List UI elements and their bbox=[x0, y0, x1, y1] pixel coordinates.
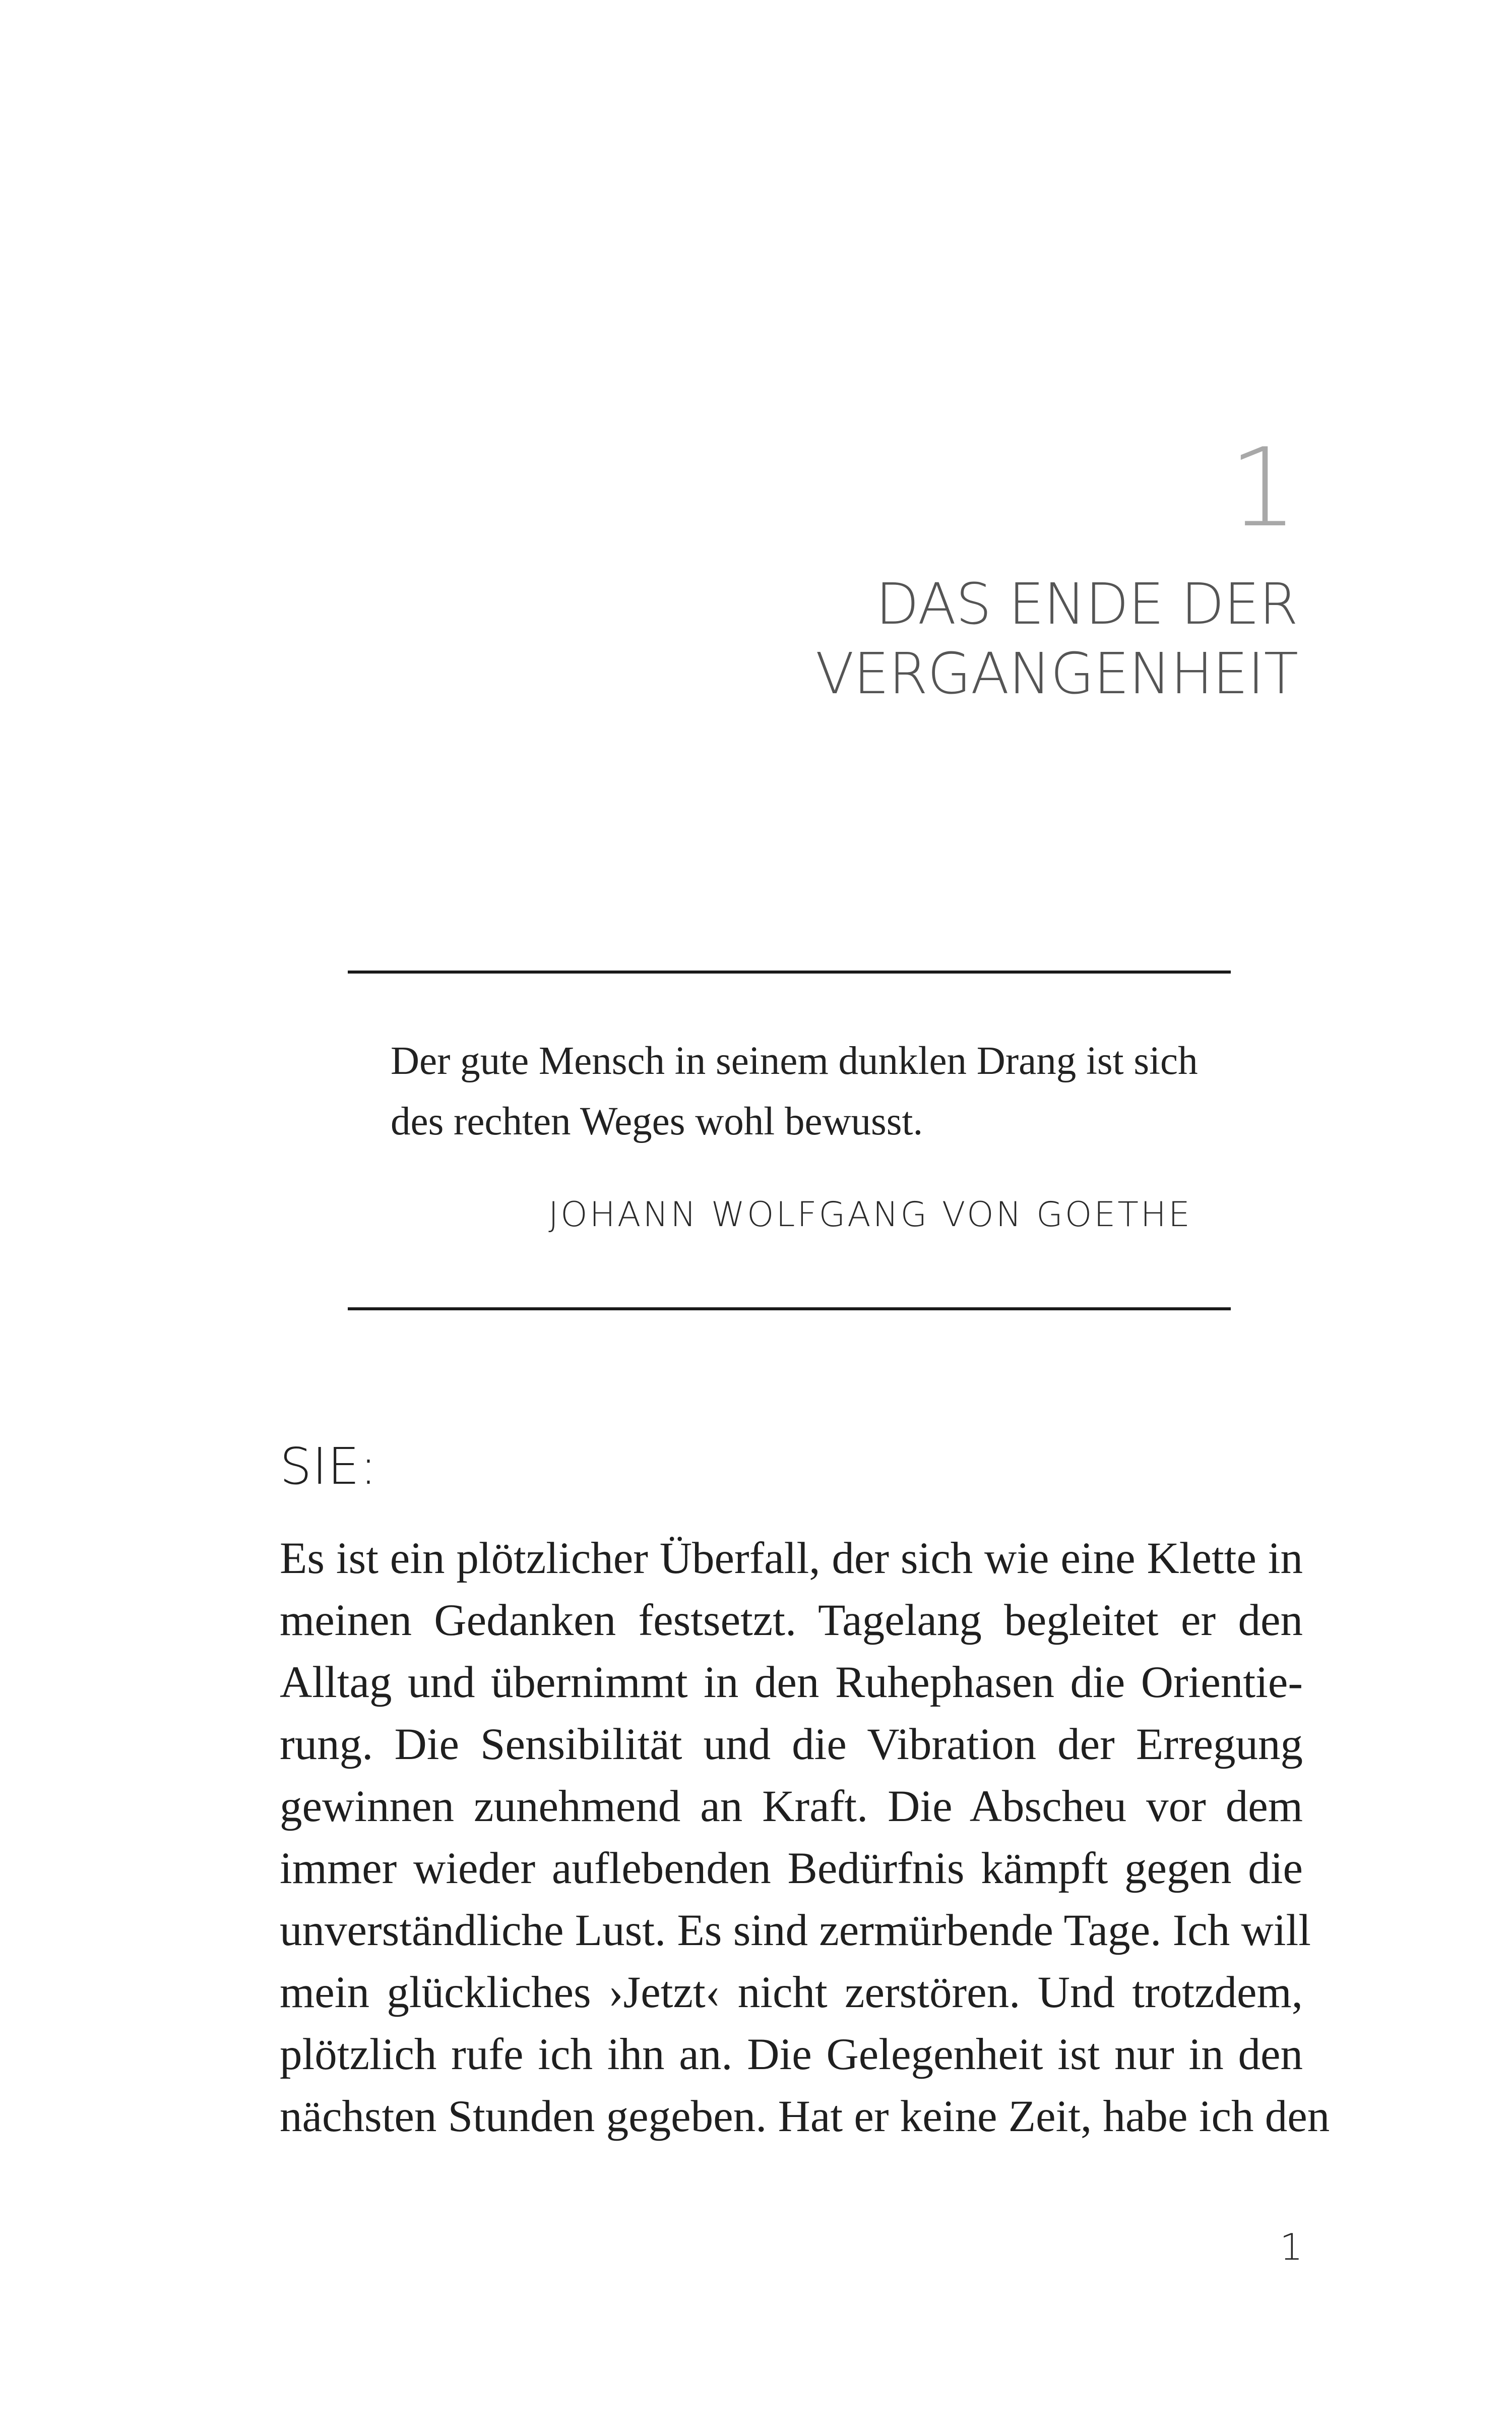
body-line: nächsten Stunden gegeben. Hat er keine Zeit, habe ich den bbox=[280, 2092, 1330, 2141]
epigraph-line: des rechten Weges wohl bewusst. bbox=[391, 1100, 923, 1143]
epigraph-line: Der gute Mensch in seinem dunklen Drang ist sich bbox=[391, 1039, 1198, 1083]
chapter-number: 1 bbox=[1229, 425, 1298, 551]
body-line: unverständliche Lust. Es sind zermürbende Tage. Ich will bbox=[280, 1906, 1311, 1955]
epigraph-top-rule bbox=[348, 971, 1231, 974]
body-line: immer wieder auflebenden Bedürfnis kämpft gegen die bbox=[280, 1844, 1303, 1893]
body-paragraph bbox=[280, 1528, 1330, 2148]
chapter-title-line: DAS ENDE DER bbox=[875, 572, 1298, 637]
section-label: SIE: bbox=[280, 1437, 377, 1496]
body-line: plötzlich rufe ich ihn an. Die Gelegenheit ist nur in den bbox=[280, 2030, 1303, 2079]
body-line: meinen Gedanken festsetzt. Tagelang begleitet er den bbox=[280, 1596, 1303, 1645]
epigraph-author: JOHANN WOLFGANG VON GOETHE bbox=[548, 1195, 1192, 1235]
chapter-title bbox=[693, 570, 1298, 709]
body-line: gewinnen zunehmend an Kraft. Die Abscheu vor dem bbox=[280, 1782, 1303, 1831]
body-line: Es ist ein plötzlicher Überfall, der sich wie eine Klette in bbox=[280, 1534, 1303, 1583]
epigraph-quote bbox=[391, 1031, 1197, 1152]
chapter-title-line: VERGANGENHEIT bbox=[815, 641, 1298, 707]
epigraph-bottom-rule bbox=[348, 1307, 1231, 1310]
body-line: Alltag und übernimmt in den Ruhephasen die Orientie- bbox=[280, 1658, 1303, 1707]
body-line: rung. Die Sensibilität und die Vibration der Erregung bbox=[280, 1720, 1303, 1769]
page-number: 1 bbox=[1280, 2226, 1303, 2268]
body-line: mein glückliches ›Jetzt‹ nicht zerstören. Und trotzdem, bbox=[280, 1968, 1303, 2017]
